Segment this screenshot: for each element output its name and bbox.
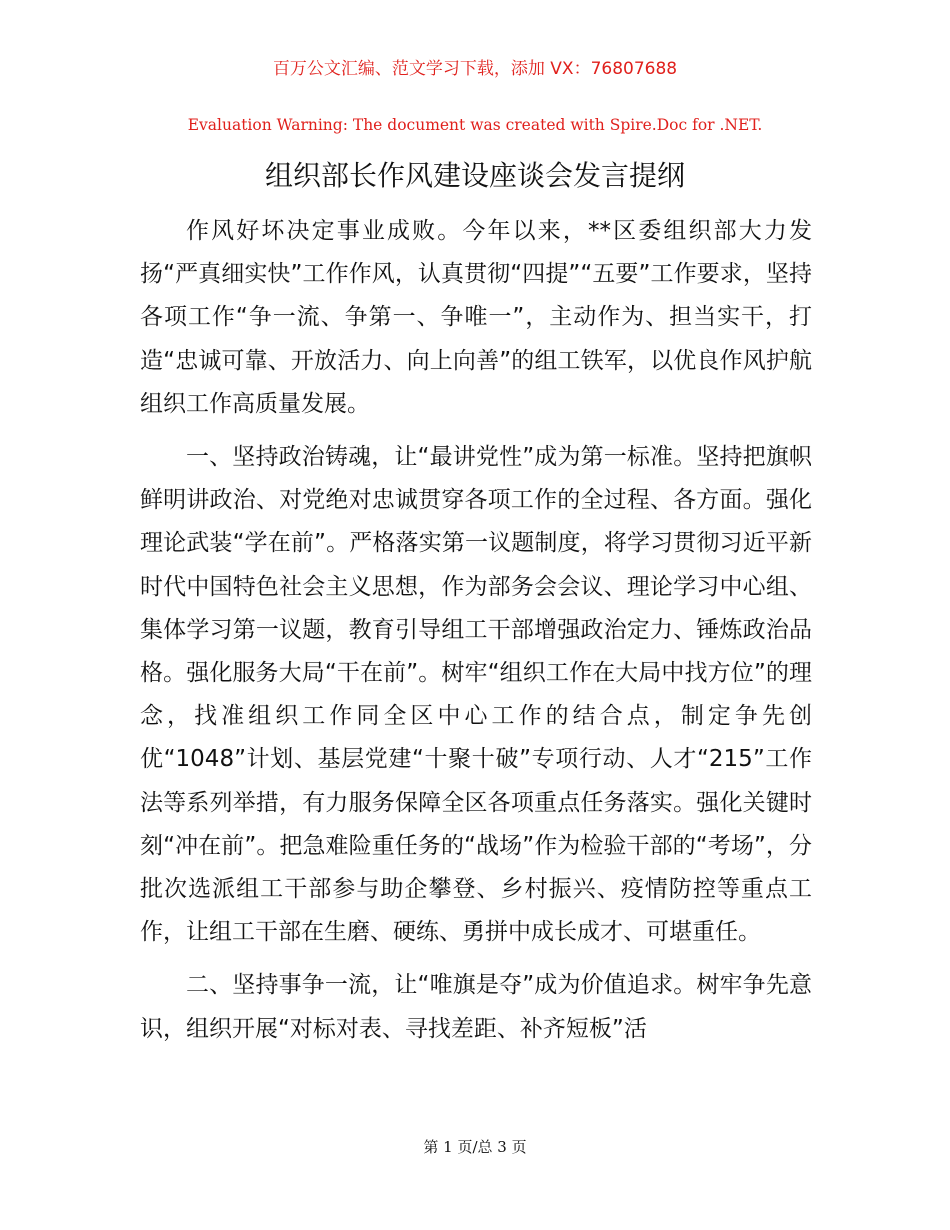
paragraph-section-one: 一、坚持政治铸魂，让“最讲党性”成为第一标准。坚持把旗帜鲜明讲政治、对党绝对忠诚贯穿各项工作的全过程、各方面。强化理论武装“学在前”。严格落实第一议题制度，将学习贯彻习近平新时代中国特色社会主义思想，作为部务会会议、理论学习中心组、集体学习第一议题，教育引导组工干部增强政治定力、锤炼政治品格。强化服务大局“干在前”。树牢“组织工作在大局中找方位”的理念，找准组织工作同全区中心工作的结合点，制定争先创优“1048”计划、基层党建“十聚十破”专项行动、人才“215”工作法等系列举措，有力服务保障全区各项重点任务落实。强化关键时刻“冲在前”。把急难险重任务的“战场”作为检验干部的“考场”，分批次选派组工干部参与助企攀登、乡村振兴、疫情防控等重点工作，让组工干部在生磨、硬练、勇拼中成长成才、可堪重任。 xyxy=(140,444,812,946)
page-footer: 第 1 页/总 3 页 xyxy=(423,1138,527,1156)
document-body xyxy=(140,210,812,1051)
header-banner: 百万公文汇编、范文学习下载，添加 VX：76807688 xyxy=(272,59,678,79)
document-title: 组织部长作风建设座谈会发言提纲 xyxy=(264,159,685,192)
paragraph-intro: 作风好坏决定事业成败。今年以来，**区委组织部大力发扬“严真细实快”工作作风，认真贯彻“四提”“五要”工作要求，坚持各项工作“争一流、争第一、争唯一”，主动作为、担当实干，打造“忠诚可靠、开放活力、向上向善”的组工铁军，以优良作风护航组织工作高质量发展。 xyxy=(140,218,812,417)
evaluation-warning: Evaluation Warning: The document was created with Spire.Doc for .NET. xyxy=(187,116,763,134)
paragraph-section-two: 二、坚持事争一流，让“唯旗是夺”成为价值追求。树牢争先意识，组织开展“对标对表、寻找差距、补齐短板”活 xyxy=(140,972,812,1042)
